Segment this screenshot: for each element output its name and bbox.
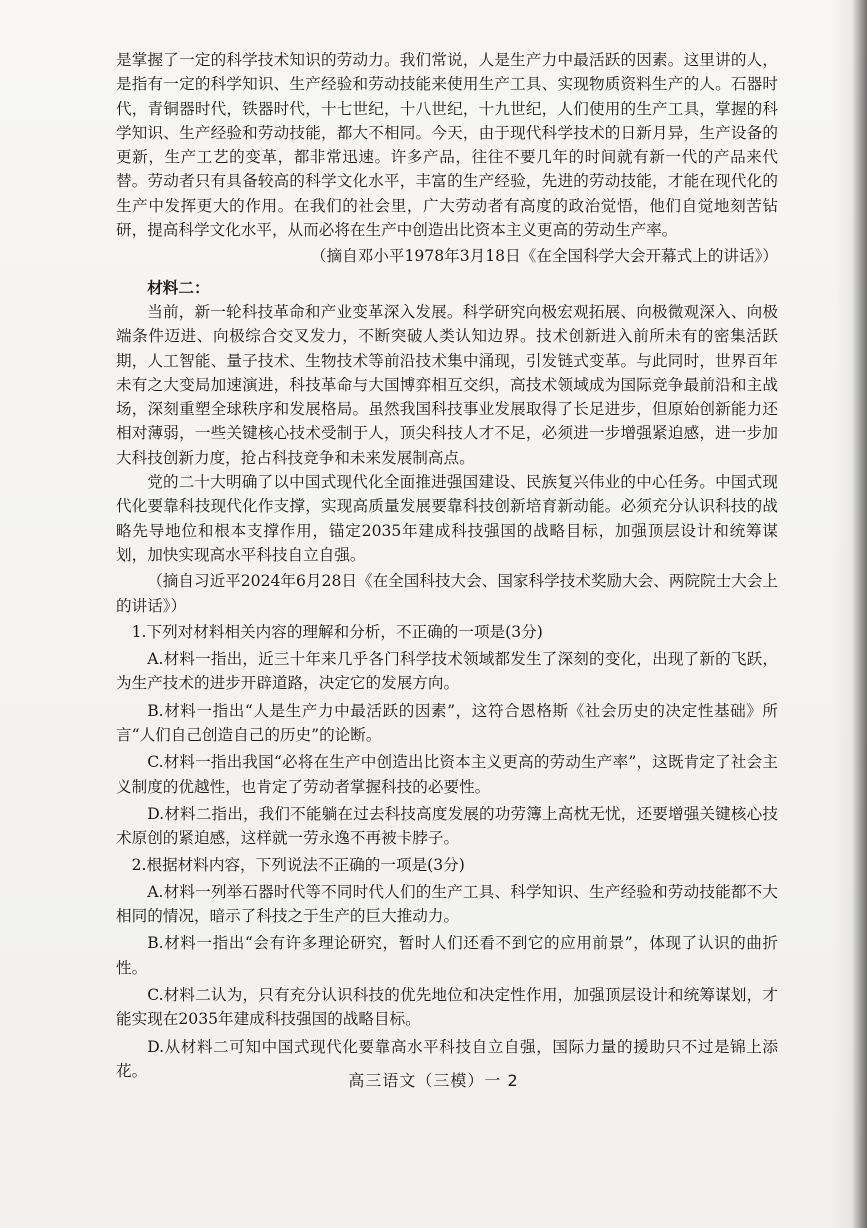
option-b: B.材料一指出“人是生产力中最活跃的因素”，这符合恩格斯《社会历史的决定性基础》所言“人们自己创造自己的历史”的论断。 — [116, 701, 778, 745]
page-edge-shadow — [833, 0, 867, 1228]
page-footer: 高三语文（三模）一 2 — [348, 1071, 519, 1090]
question-stem: 2.根据材料内容，下列说法不正确的一项是(3分) — [131, 855, 465, 874]
option-a: A.材料一指出，近三十年来几乎各门科学技术领域都发生了深刻的变化，出现了新的飞跃，为生产技术的进步开辟道路，决定它的发展方向。 — [116, 650, 778, 693]
option-c: C.材料二认为，只有充分认识科技的优先地位和决定性作用，加强顶层设计和统筹谋划，才能实现在2035年建成科技强国的战略目标。 — [116, 985, 778, 1029]
material2-heading: 材料二： — [147, 277, 210, 297]
question-1 — [116, 620, 778, 851]
option-c: C.材料一指出我国“必将在生产中创造出比资本主义更高的劳动生产率”，这既肯定了社会主义制度的优越性，也肯定了劳动者掌握科技的必要性。 — [116, 753, 778, 796]
option-d: D.从材料二可知中国式现代化要靠高水平科技自立自强，国际力量的援助只不过是锦上添花。 — [116, 1037, 778, 1080]
option-a: A.材料一列举石器时代等不同时代人们的生产工具、科学知识、生产经验和劳动技能都不大相同的情况，暗示了科技之于生产的巨大推动力。 — [116, 882, 778, 926]
material1-text: 是掌握了一定的科学技术知识的劳动力。我们常说，人是生产力中最活跃的因素。这里讲的人，是指有一定的科学知识、生产经验和劳动技能来使用生产工具、实现物质资料生产的人。石器时代，青铜器时代，铁器时代，十七世纪，十八世纪，十九世纪，人们使用的生产工具，掌握的科学知识、生产经验和劳动技能，都大不相同。今天，由于现代科学技术的日新月异，生产设备的更新，生产工艺的变革，都非常迅速。许多产品，往往不要几年的时间就有新一代的产品来代替。劳动者只有具备较高的科学文化水平，丰富的生产经验，先进的劳动技能，才能在现代化的生产中发挥更大的作用。在我们的社会里，广大劳动者有高度的政治觉悟，他们自觉地刻苦钻研，提高科学文化水平，从而必将在生产中创造出比资本主义更高的劳动生产率。 — [116, 51, 778, 240]
option-b: B.材料一指出“会有许多理论研究，暂时人们还看不到它的应用前景”，体现了认识的曲折性。 — [116, 934, 778, 977]
material2-paragraph-2: 党的二十大明确了以中国式现代化全面推进强国建设、民族复兴伟业的中心任务。中国式现代化要靠科技现代化作支撑，实现高质量发展要靠科技创新培育新动能。必须充分认识科技的战略先导地位和根本支撑作用，锚定2035年建成科技强国的战略目标，加强顶层设计和统筹谋划，加快实现高水平科技自立自强。 — [116, 473, 778, 564]
material2-paragraph-1: 当前，新一轮科技革命和产业变革深入发展。科学研究向极宏观拓展、向极微观深入、向极端条件迈进、向极综合交叉发力，不断突破人类认知边界。技术创新进入前所未有的密集活跃期，人工智能、量子技术、生物技术等前沿技术集中涌现，引发链式变革。与此同时，世界百年未有之大变局加速演进，科技革命与大国博弈相互交织，高技术领域成为国际竞争最前沿和主战场，深刻重塑全球秩序和发展格局。虽然我国科技事业发展取得了长足进步，但原始创新能力还相对薄弱，一些关键核心技术受制于人，顶尖科技人才不足，必须进一步增强紧迫感，进一步加大科技创新力度，抢占科技竞争和未来发展制高点。 — [116, 302, 778, 467]
question-stem: 1.下列对材料相关内容的理解和分析，不正确的一项是(3分) — [131, 622, 543, 641]
question-2 — [116, 853, 778, 1084]
material1-source: （摘自邓小平1978年3月18日《在全国科学大会开幕式上的讲话》） — [310, 247, 778, 266]
option-d: D.材料二指出，我们不能躺在过去科技高度发展的功劳簿上高枕无忧，还要增强关键核心技术原创的紧迫感，这样就一劳永逸不再被卡脖子。 — [116, 804, 778, 848]
page-body — [116, 48, 778, 1083]
material2-source: （摘自习近平2024年6月28日《在全国科技大会、国家科学技术奖励大会、两院院士大会上的讲话》） — [116, 572, 779, 615]
